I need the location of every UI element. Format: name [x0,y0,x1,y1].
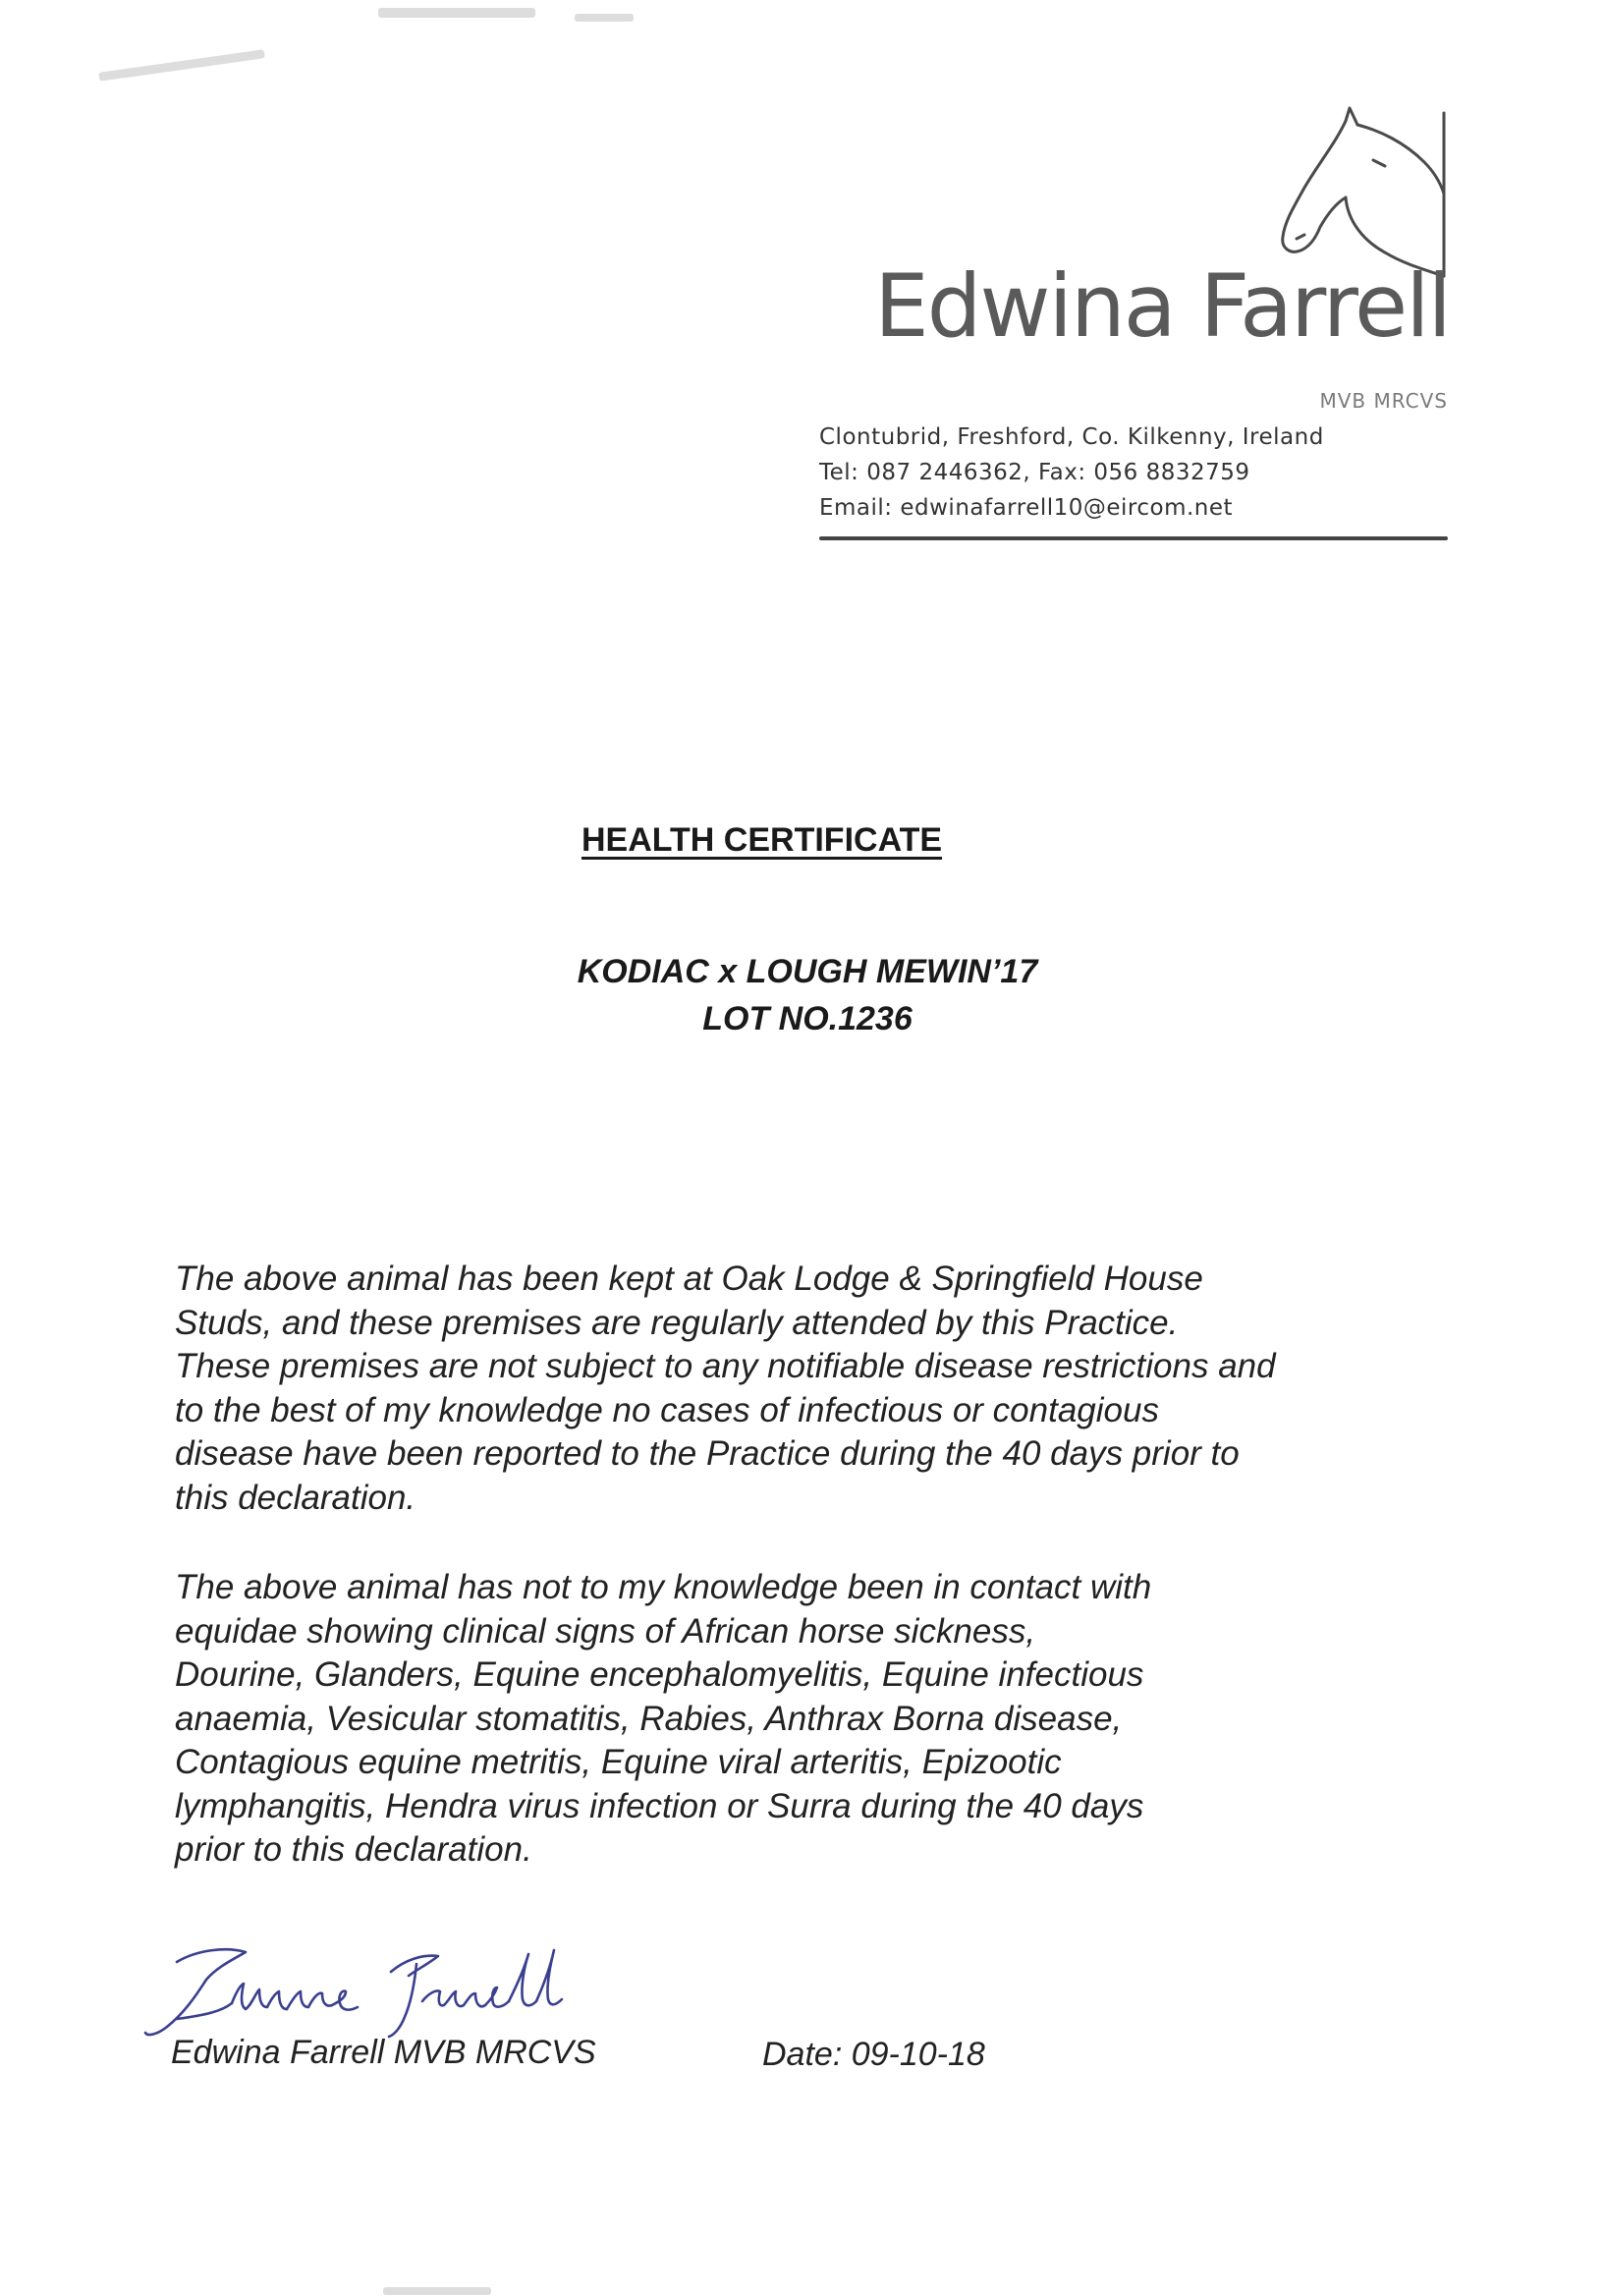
brand-name: Edwina Farrell [874,255,1450,357]
scan-smudge [378,8,535,18]
paragraph-line: Dourine, Glanders, Equine encephalomyelitis, Equine infectious [175,1655,1144,1694]
paragraph-line: prior to this declaration. [175,1830,532,1869]
contact-phone-fax: Tel: 087 2446362, Fax: 056 8832759 [819,460,1250,485]
horse-pedigree: KODIAC x LOUGH MEWIN’17 [577,953,1038,990]
declaration-paragraph-premises [175,1258,1452,1520]
paragraph-line: Contagious equine metritis, Equine viral arteritis, Epizootic [175,1743,1062,1781]
paragraph-line: The above animal has been kept at Oak Lodge & Springfield House [175,1260,1203,1298]
paragraph-line: lymphangitis, Hendra virus infection or Surra during the 40 days [175,1786,1144,1825]
horse-head-icon [1277,103,1459,280]
contact-email: Email: edwinafarrell10@eircom.net [819,495,1234,521]
declaration-paragraph-diseases [175,1566,1452,1873]
contact-address: Clontubrid, Freshford, Co. Kilkenny, Ireland [819,424,1324,450]
scan-smudge [575,14,634,22]
paragraph-line: equidae showing clinical signs of African horse sickness, [175,1611,1036,1651]
handwritten-signature [138,1921,589,2048]
paragraph-line: anaemia, Vesicular stomatitis, Rabies, Anthrax Borna disease, [175,1699,1123,1738]
scan-smudge [383,2287,491,2295]
paragraph-line: These premises are not subject to any notifiable disease restrictions and [175,1347,1276,1385]
certificate-date: Date: 09-10-18 [762,2036,985,2073]
paragraph-line: disease have been reported to the Practice during the 40 days prior to [175,1434,1240,1473]
scan-smudge [98,49,265,82]
signer-name: Edwina Farrell MVB MRCVS [171,2034,596,2071]
paragraph-line: this declaration. [175,1478,416,1517]
paragraph-line: to the best of my knowledge no cases of infectious or contagious [175,1390,1159,1429]
paragraph-line: Studs, and these premises are regularly attended by this Practice. [175,1303,1179,1342]
letterhead-divider [819,536,1448,540]
certificate-title: HEALTH CERTIFICATE [581,821,943,859]
lot-number: LOT NO.1236 [702,1000,913,1037]
brand-qualifications: MVB MRCVS [1319,389,1448,413]
paragraph-line: The above animal has not to my knowledge been in contact with [175,1568,1152,1606]
